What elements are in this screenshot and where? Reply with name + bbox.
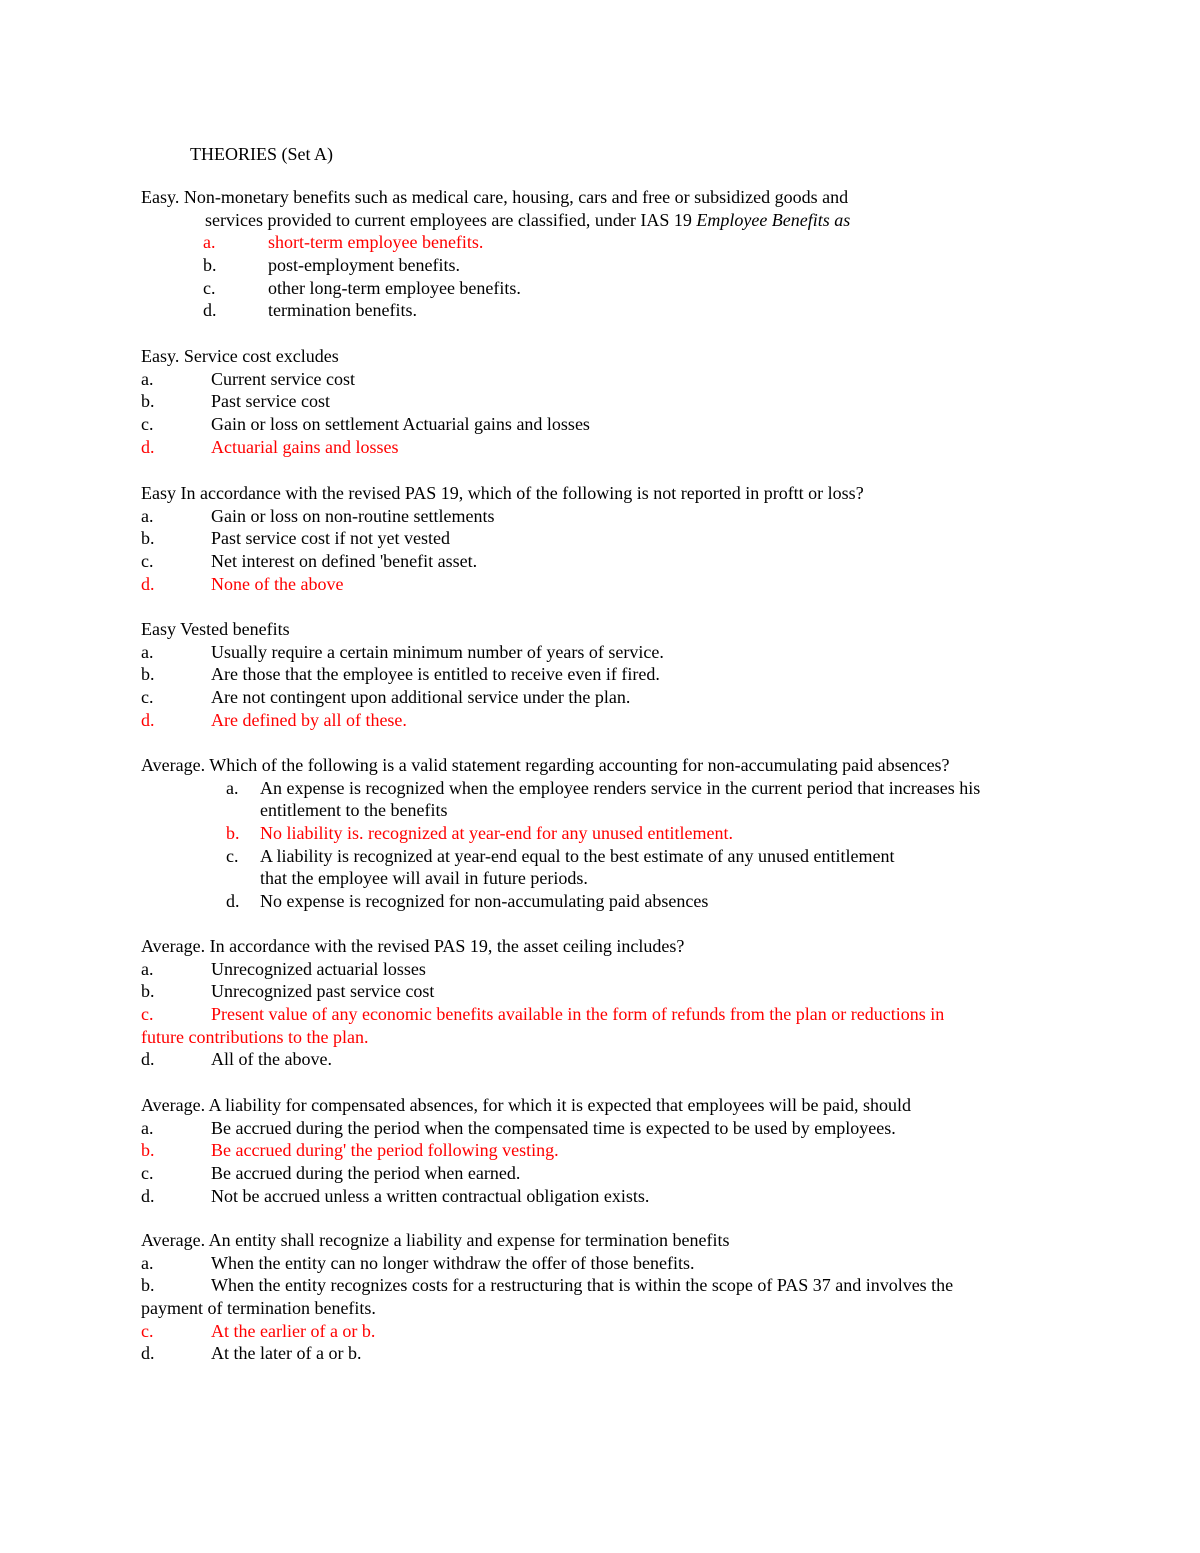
option-d: d. At the later of a or b. <box>141 1343 362 1364</box>
option-c: c. At the earlier of a or b. <box>141 1320 376 1341</box>
option-d: d. Not be accrued unless a written contractual obligation exists. <box>141 1185 650 1206</box>
option-b: b. When the entity recognizes costs for a restructuring that is within the scope of PAS 37 and involves the <box>141 1275 954 1296</box>
option-a: a. Gain or loss on non-routine settlements <box>141 505 495 526</box>
option-a: a. Current service cost <box>141 368 355 389</box>
option-c: c. other long-term employee benefits. <box>203 277 521 298</box>
option-b: b. Past service cost if not yet vested <box>141 528 450 549</box>
option-a: a. Usually require a certain minimum number of years of service. <box>141 641 664 662</box>
question-8 <box>141 1229 1050 1365</box>
option-a-continued: entitlement to the benefits <box>260 800 448 821</box>
question-5 <box>141 754 1050 913</box>
option-b: b. Be accrued during' the period following vesting. <box>141 1140 559 1161</box>
option-b: b. Past service cost <box>141 391 330 412</box>
question-stem: Average. Which of the following is a valid statement regarding accounting for non-accumulating paid absences? <box>141 755 950 775</box>
question-stem: Easy Vested benefits <box>141 619 290 639</box>
option-a: a. An expense is recognized when the employee renders service in the current period that increases his <box>226 777 981 798</box>
option-a: a. short-term employee benefits. <box>203 232 484 253</box>
question-7 <box>141 1094 1050 1207</box>
document-title: THEORIES (Set A) <box>190 144 333 164</box>
option-a: a. Unrecognized actuarial losses <box>141 958 426 979</box>
option-c-continued: future contributions to the plan. <box>141 1026 369 1047</box>
option-b: b. Unrecognized past service cost <box>141 981 435 1002</box>
option-b-continued: payment of termination benefits. <box>141 1298 376 1319</box>
question-6 <box>141 935 1050 1071</box>
question-1 <box>141 186 1050 322</box>
option-d: d. All of the above. <box>141 1049 332 1070</box>
option-c: c. A liability is recognized at year-end equal to the best estimate of any unused entitlement <box>226 845 895 866</box>
option-d: d. None of the above <box>141 573 344 594</box>
option-b: b. Are those that the employee is entitled to receive even if fired. <box>141 664 660 685</box>
question-stem: Average. An entity shall recognize a liability and expense for termination benefits <box>141 1230 730 1250</box>
option-c: c. Gain or loss on settlement Actuarial gains and losses <box>141 414 590 435</box>
question-3 <box>141 482 1050 595</box>
question-stem-continued: services provided to current employees are classified, under IAS 19 Employee Benefits as <box>205 209 851 230</box>
option-b: b. post-employment benefits. <box>203 255 460 276</box>
option-c: c. Net interest on defined 'benefit asset. <box>141 551 478 572</box>
option-d: d. No expense is recognized for non-accumulating paid absences <box>226 891 709 912</box>
option-c-continued: that the employee will avail in future periods. <box>260 868 588 889</box>
option-b: b. No liability is. recognized at year-end for any unused entitlement. <box>226 823 733 844</box>
question-2 <box>141 345 1050 458</box>
question-4 <box>141 618 1050 731</box>
option-a: a. When the entity can no longer withdraw the offer of those benefits. <box>141 1252 695 1273</box>
standard-title: Employee Benefits as <box>696 209 851 230</box>
option-d: d. termination benefits. <box>203 300 417 321</box>
option-c: c. Are not contingent upon additional service under the plan. <box>141 687 631 708</box>
option-d: d. Are defined by all of these. <box>141 709 407 730</box>
question-stem: Average. A liability for compensated absences, for which it is expected that employees will be paid, should <box>141 1095 911 1115</box>
option-d: d. Actuarial gains and losses <box>141 436 399 457</box>
option-c: c. Be accrued during the period when earned. <box>141 1163 521 1184</box>
option-c: c. Present value of any economic benefits available in the form of refunds from the plan or reductions in <box>141 1004 945 1025</box>
option-a: a. Be accrued during the period when the compensated time is expected to be used by employees. <box>141 1117 896 1138</box>
question-stem: Easy. Service cost excludes <box>141 346 339 366</box>
question-stem: Average. In accordance with the revised PAS 19, the asset ceiling includes? <box>141 936 685 956</box>
question-stem: Easy In accordance with the revised PAS 19, which of the following is not reported in proftt or loss? <box>141 483 864 503</box>
question-stem: Easy. Non-monetary benefits such as medical care, housing, cars and free or subsidized goods and <box>141 187 849 207</box>
